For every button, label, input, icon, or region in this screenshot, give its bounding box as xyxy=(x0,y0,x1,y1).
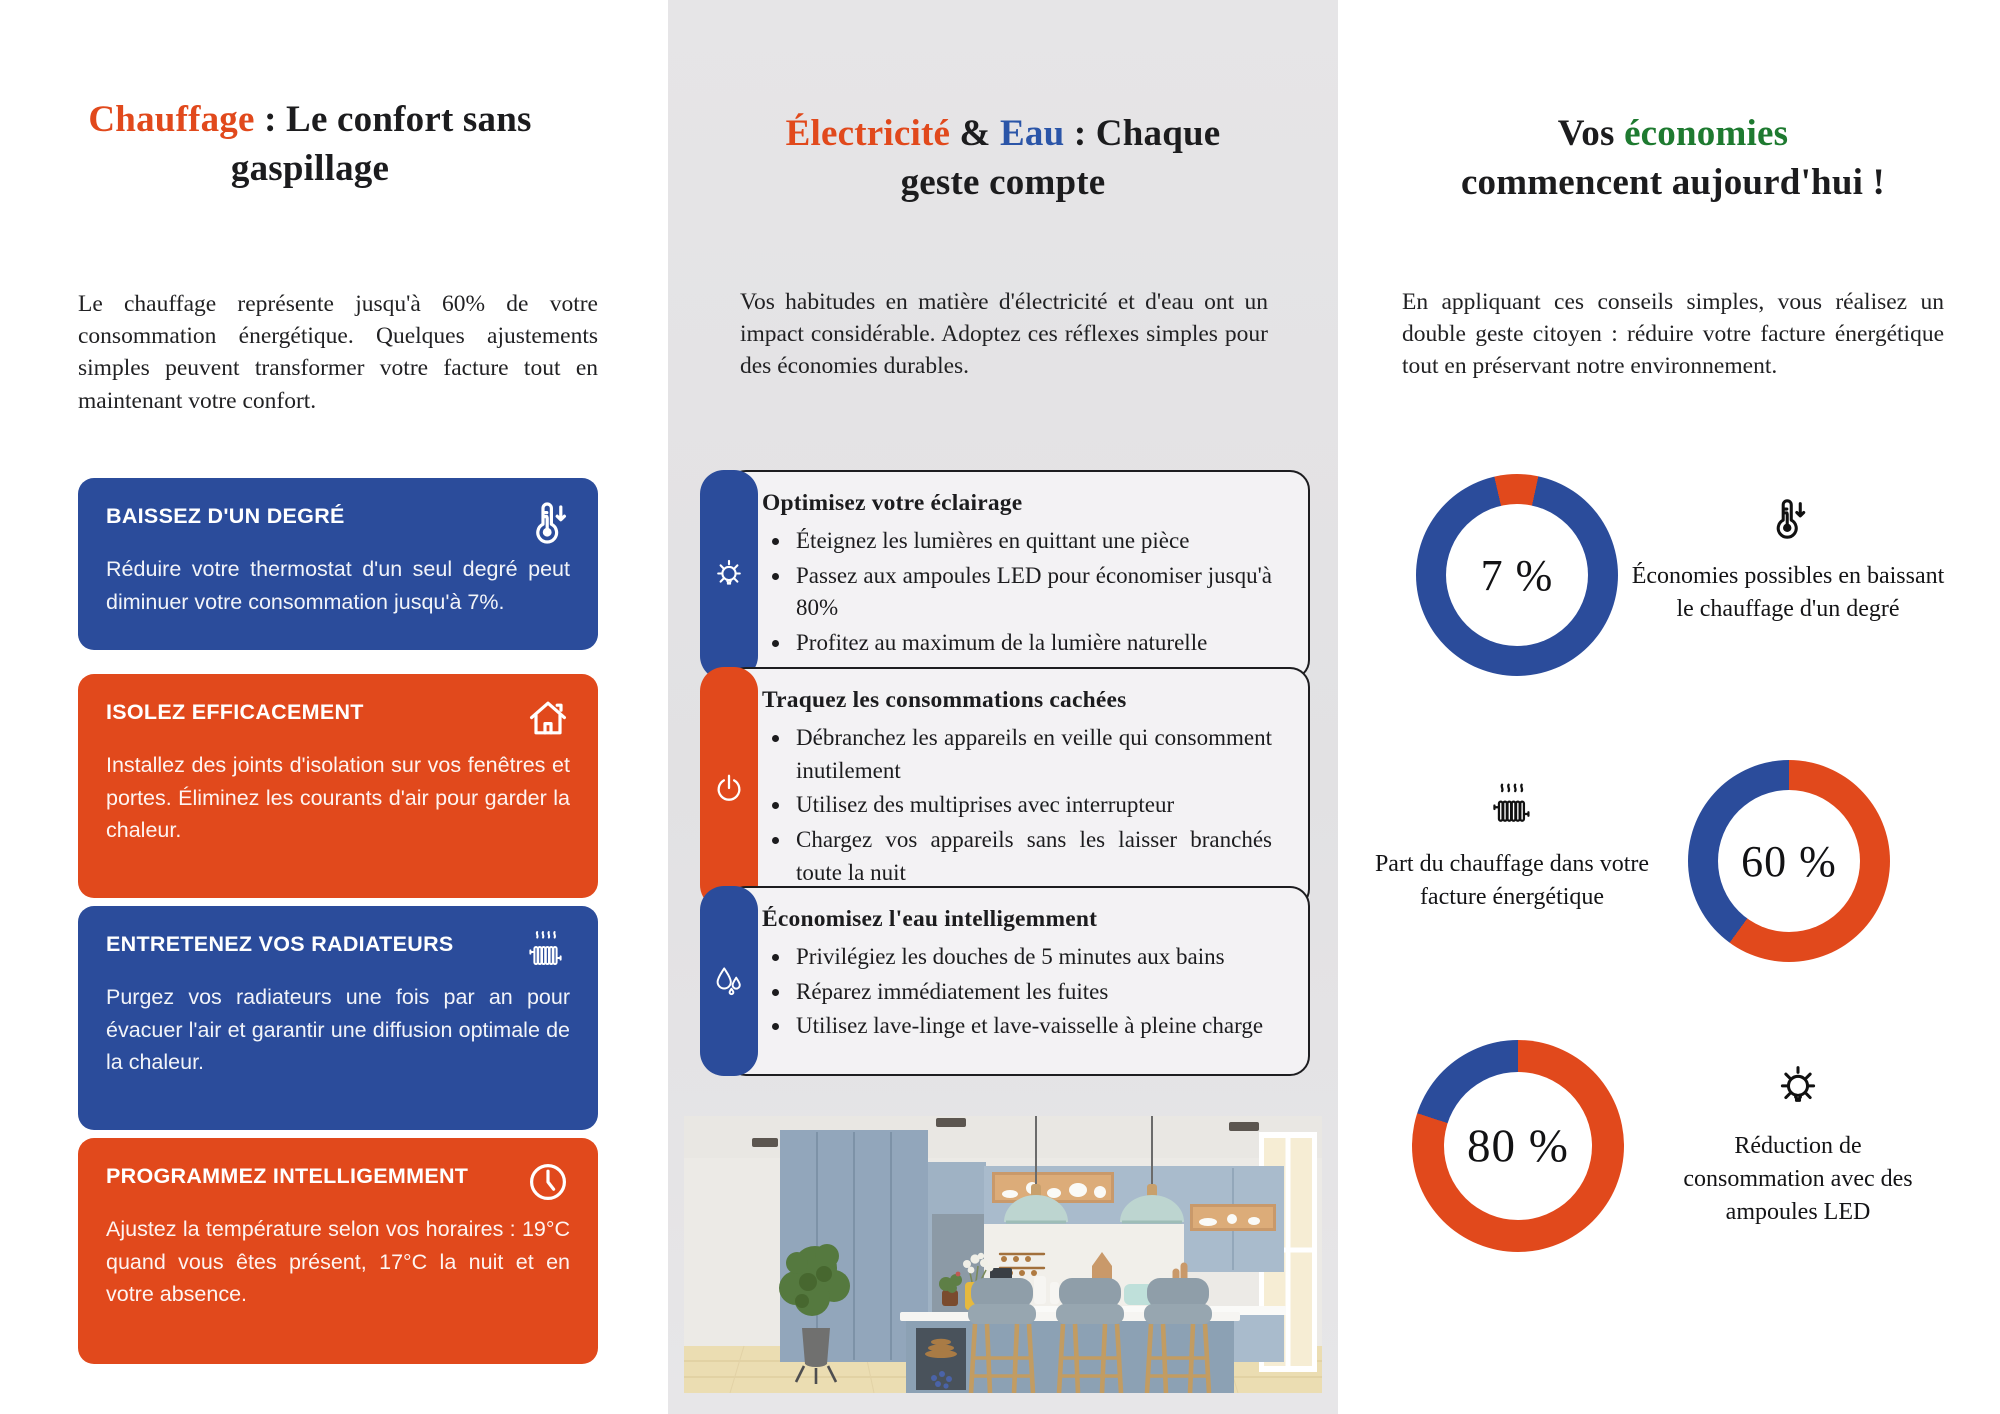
tipbox-frame xyxy=(726,886,1310,1076)
donut-value: 7 % xyxy=(1446,504,1588,646)
card-title: PROGRAMMEZ INTELLIGEMMENT xyxy=(106,1164,469,1188)
tip-bullet: • Chargez vos appareils sans les laisser branchés toute la nuit xyxy=(792,824,1272,889)
donut-chart-80-percent xyxy=(1412,1040,1624,1252)
stat-label: Part du chauffage dans votre facture énergétique xyxy=(1374,851,1650,911)
tip-title: Économisez l'eau intelligemment xyxy=(762,906,1098,932)
tipbox-eau xyxy=(700,886,1310,1076)
card-title: ISOLEZ EFFICACEMENT xyxy=(106,700,364,724)
tip-tab xyxy=(700,886,758,1076)
lightbulb-icon xyxy=(1772,1062,1824,1114)
tip-bullet: • Passez aux ampoules LED pour économiser jusqu'à 80% xyxy=(792,560,1272,625)
middle-title-line2: geste compte xyxy=(900,161,1106,203)
right-title-line2: commencent aujourd'hui ! xyxy=(1460,161,1886,203)
middle-intro-paragraph: Vos habitudes en matière d'électricité et d'eau ont un impact considérable. Adoptez ces réflexes simples pour des économies durables. xyxy=(740,289,1268,380)
tip-bullet: • Profitez au maximum de la lumière naturelle xyxy=(792,627,1272,660)
thermometer-down-icon xyxy=(1765,494,1811,544)
donut-value: 60 % xyxy=(1718,790,1860,932)
tipbox-frame xyxy=(726,470,1310,680)
right-title-line1: Vos économies xyxy=(1557,113,1789,154)
house-icon xyxy=(524,694,572,742)
stat-block-part-chauffage xyxy=(1356,778,1668,914)
tip-bullet-list xyxy=(762,941,1282,1043)
kitchen-photo xyxy=(684,1116,1322,1393)
radiator-icon xyxy=(1483,778,1541,832)
tipbox-consommations xyxy=(700,667,1310,909)
tip-title: Optimisez votre éclairage xyxy=(762,490,1023,516)
card-body: Ajustez la température selon vos horaires : 19°C quand vous êtes présent, 17°C la nuit et en votre absence. xyxy=(106,1217,570,1307)
card-title: BAISSEZ D'UN DEGRÉ xyxy=(106,504,345,528)
card-title: ENTRETENEZ VOS RADIATEURS xyxy=(106,932,454,956)
card-baissez-degre xyxy=(78,478,598,650)
stat-block-chauffage-degre xyxy=(1630,494,1946,626)
left-title-line1: Chauffage : Le confort sans xyxy=(88,99,532,140)
tip-bullet: • Réparez immédiatement les fuites xyxy=(792,976,1272,1009)
middle-column-title xyxy=(688,110,1318,208)
thermometer-down-icon xyxy=(524,498,572,548)
right-intro-paragraph: En appliquant ces conseils simples, vous réalisez un double geste citoyen : réduire votre facture énergétique tout en préservant notre environnement. xyxy=(1402,289,1944,380)
radiator-icon xyxy=(520,926,572,974)
left-intro-paragraph: Le chauffage représente jusqu'à 60% de votre consommation énergétique. Quelques ajustements simples peuvent transformer votre facture tout en maintenant votre confort. xyxy=(78,291,598,414)
left-column-title xyxy=(58,96,562,194)
tip-bullet: • Éteignez les lumières en quittant une pièce xyxy=(792,525,1272,558)
stat-label: Réduction de consommation avec des ampoules LED xyxy=(1683,1133,1913,1226)
tip-title: Traquez les consommations cachées xyxy=(762,687,1127,713)
right-column-title xyxy=(1390,110,1956,208)
lightbulb-icon xyxy=(711,557,747,593)
left-title-line2: gaspillage xyxy=(230,147,390,189)
water-drops-icon xyxy=(711,963,747,999)
card-body: Réduire votre thermostat d'un seul degré peut diminuer votre consommation jusqu'à 7%. xyxy=(106,557,570,614)
tip-bullet-list xyxy=(762,525,1282,660)
middle-title-line1: Électricité & Eau : Chaque xyxy=(785,113,1221,154)
donut-chart-7-percent xyxy=(1416,474,1618,676)
donut-chart-60-percent xyxy=(1688,760,1890,962)
tipbox-eclairage xyxy=(700,470,1310,680)
tip-bullet: • Privilégiez les douches de 5 minutes aux bains xyxy=(792,941,1272,974)
tip-bullet: • Utilisez lave-linge et lave-vaisselle à pleine charge xyxy=(792,1010,1272,1043)
tip-tab xyxy=(700,470,758,680)
card-body: Installez des joints d'isolation sur vos fenêtres et portes. Éliminez les courants d'air pour garder la chaleur. xyxy=(106,753,570,843)
stat-label: Économies possibles en baissant le chauffage d'un degré xyxy=(1631,563,1945,623)
card-isolez xyxy=(78,674,598,898)
clock-icon xyxy=(524,1158,572,1206)
donut-value: 80 % xyxy=(1444,1072,1592,1220)
tip-tab xyxy=(700,667,758,909)
stat-block-ampoules-led xyxy=(1646,1062,1950,1229)
power-icon xyxy=(712,771,746,805)
tip-bullet-list xyxy=(762,722,1282,889)
card-radiateurs xyxy=(78,906,598,1130)
tip-bullet: • Utilisez des multiprises avec interrupteur xyxy=(792,789,1272,822)
card-programmez xyxy=(78,1138,598,1364)
card-body: Purgez vos radiateurs une fois par an pour évacuer l'air et garantir une diffusion optimale de la chaleur. xyxy=(106,985,570,1075)
tipbox-frame xyxy=(726,667,1310,909)
tip-bullet: • Débranchez les appareils en veille qui consomment inutilement xyxy=(792,722,1272,787)
